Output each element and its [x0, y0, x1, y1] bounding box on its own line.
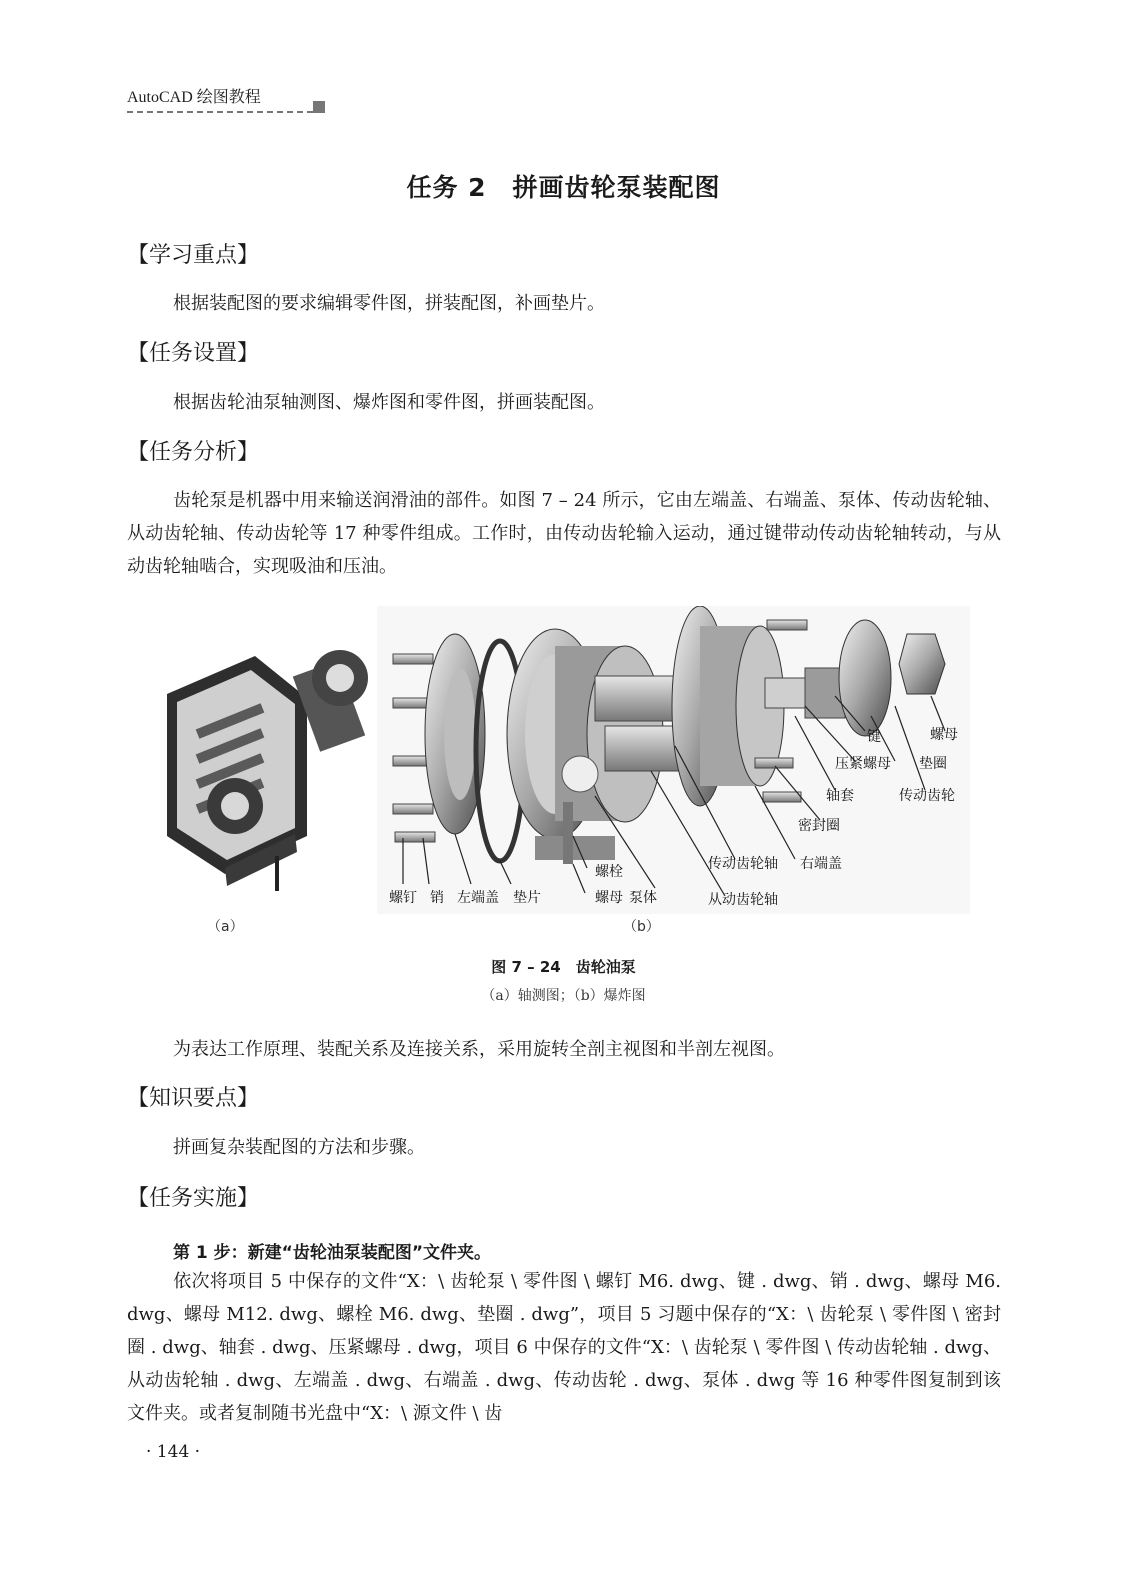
paragraph-step-1: 依次将项目 5 中保存的文件“X：\ 齿轮泵 \ 零件图 \ 螺钉 M6. dwg、键 . dwg、销 . dwg、螺母 M6. dwg、螺母 M12. dwg、螺栓 M6. dwg、垫圈 . dwg”，项目 5 习题中保存的“X：\ 齿轮泵 \ 零件图 \ 密封圈 . dwg、轴套 . dwg、压紧螺母 . dwg，项目 6 中保存的文件“X：\ 齿轮泵 \ 零件图 \ 传动齿轮轴 . dwg、从动齿轮轴 . dwg、左端盖 . dwg、右端盖 . dwg、传动齿轮 . dwg、泵体 . dwg 等 16 种零件图复制到该文件夹。或者复制随书光盘中“X：\ 源文件 \ 齿 — [127, 1271, 1001, 1424]
page-title: 任务 2 拼画齿轮泵装配图 — [406, 173, 721, 202]
label-drive-gear: 传动齿轮 — [899, 788, 955, 804]
label-pump-body: 泵体 — [629, 890, 657, 906]
label-driven-gear-shaft: 从动齿轮轴 — [708, 892, 778, 908]
label-seal-ring: 密封圈 — [798, 818, 840, 834]
header-rule — [127, 111, 313, 113]
gear-pump-illustration — [155, 606, 970, 938]
panel-a-label: （a） — [207, 919, 244, 935]
paragraph-analysis-1: 齿轮泵是机器中用来输送润滑油的部件。如图 7 – 24 所示，它由左端盖、右端盖、泵体、传动齿轮轴、从动齿轮轴、传动齿轮等 17 种零件组成。工作时，由传动齿轮输入运动，通过键带动传动齿轮轴转动，与从动齿轮轴啮合，实现吸油和压油。 — [127, 490, 1001, 577]
paragraph-knowledge: 拼画复杂装配图的方法和步骤。 — [173, 1137, 425, 1158]
section-knowledge-points: 【知识要点】 — [127, 1086, 260, 1111]
label-drive-gear-shaft: 传动齿轮轴 — [708, 856, 778, 872]
step-1-heading: 第 1 步：新建“齿轮油泵装配图”文件夹。 — [173, 1243, 492, 1263]
label-nut-top: 螺母 — [930, 727, 958, 743]
paragraph-study-focus: 根据装配图的要求编辑零件图，拼装配图，补画垫片。 — [173, 293, 605, 314]
label-bolt: 螺栓 — [595, 864, 623, 880]
label-gasket: 垫片 — [513, 890, 541, 906]
section-task-setting: 【任务设置】 — [127, 341, 260, 366]
label-nut: 螺母 — [595, 890, 623, 906]
paragraph-analysis-2: 为表达工作原理、装配关系及连接关系，采用旋转全剖主视图和半剖左视图。 — [173, 1039, 785, 1060]
page-number: · 144 · — [146, 1442, 201, 1462]
label-key: 键 — [867, 729, 881, 745]
section-study-focus: 【学习重点】 — [127, 243, 260, 268]
paragraph-task-setting: 根据齿轮油泵轴测图、爆炸图和零件图，拼画装配图。 — [173, 392, 605, 413]
panel-b-label: （b） — [623, 919, 660, 935]
figure-subcaption: （a）轴测图；（b）爆炸图 — [481, 988, 646, 1004]
section-task-implementation: 【任务实施】 — [127, 1186, 260, 1211]
isometric-view — [167, 650, 368, 935]
label-screw: 螺钉 — [389, 890, 417, 906]
label-right-cover: 右端盖 — [800, 856, 842, 872]
running-title: AutoCAD 绘图教程 — [127, 89, 261, 106]
section-task-analysis: 【任务分析】 — [127, 440, 260, 465]
label-left-cover: 左端盖 — [457, 890, 499, 906]
label-washer: 垫圈 — [919, 756, 947, 772]
figure-gear-pump — [155, 606, 970, 938]
label-gland-nut: 压紧螺母 — [835, 756, 891, 772]
label-bushing: 轴套 — [826, 788, 854, 804]
figure-caption: 图 7 – 24 齿轮油泵 — [491, 958, 636, 976]
label-pin: 销 — [430, 890, 444, 906]
header-marker — [313, 101, 325, 113]
